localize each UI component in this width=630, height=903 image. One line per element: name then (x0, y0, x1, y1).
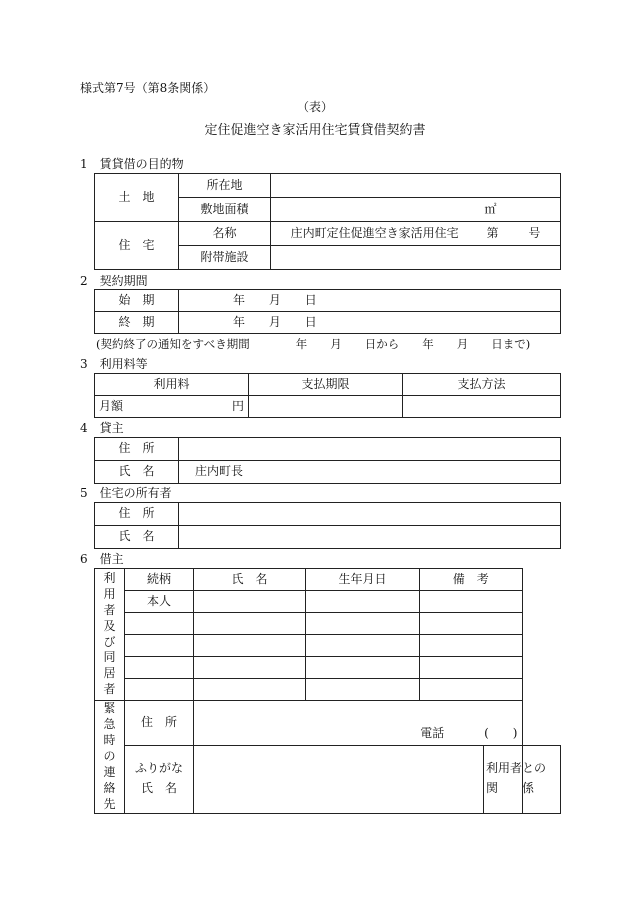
lessor-name-label: 氏 名 (95, 461, 179, 484)
resident-name-cell[interactable] (194, 635, 306, 657)
end-day-unit: 日 (304, 314, 317, 329)
lessor-name-value[interactable] (179, 461, 561, 484)
house-name-text: 庄内町定住促進空き家活用住宅 (290, 225, 459, 240)
lessor-address-label: 住 所 (95, 438, 179, 461)
lessee-table (94, 568, 561, 814)
name-column-header: 氏 名 (194, 569, 306, 591)
facilities-value[interactable] (271, 246, 561, 270)
document-subheading: （表） (296, 100, 333, 114)
resident-relation-cell[interactable] (125, 657, 194, 679)
emergency-name-value[interactable] (194, 745, 484, 813)
location-label: 所在地 (179, 174, 271, 198)
site-area-label: 敷地面積 (179, 198, 271, 222)
payment-method-cell[interactable] (403, 396, 561, 418)
owner-address-value[interactable] (179, 503, 561, 526)
section-3-heading: 3 利用料等 (80, 357, 148, 371)
relation-column-header: 続柄 (125, 569, 194, 591)
resident-birthdate-cell[interactable] (306, 613, 420, 635)
resident-relation-cell[interactable] (125, 679, 194, 701)
monthly-fee-cell[interactable] (95, 396, 249, 418)
method-column-header: 支払方法 (403, 374, 561, 396)
yen-unit: 円 (231, 398, 244, 413)
self-relation-cell: 本人 (125, 591, 194, 613)
site-area-value[interactable] (271, 198, 561, 222)
resident-relation-cell[interactable] (125, 635, 194, 657)
resident-name-cell[interactable] (194, 657, 306, 679)
end-year-unit: 年 (233, 314, 246, 329)
resident-birthdate-cell[interactable] (306, 635, 420, 657)
emergency-contact-label: 緊急時の連絡先 (95, 701, 125, 814)
start-year-unit: 年 (233, 292, 246, 307)
relationship-value[interactable] (522, 745, 561, 813)
location-value[interactable] (271, 174, 561, 198)
birthdate-column-header: 生年月日 (306, 569, 420, 591)
contract-period-table (94, 289, 561, 334)
termination-notice-period: (契約終了の通知をすべき期間 年 月 日から 年 月 日まで) (96, 337, 531, 351)
start-day-unit: 日 (304, 292, 317, 307)
remarks-column-header: 備 考 (420, 569, 523, 591)
form-number: 様式第7号（第8条関係） (80, 81, 216, 95)
owner-address-label: 住 所 (95, 503, 179, 526)
section-1-heading: 1 賃貸借の目的物 (80, 157, 184, 171)
land-label: 土 地 (95, 174, 179, 222)
section-6-heading: 6 借主 (80, 552, 124, 566)
house-number-suffix: 号 (528, 225, 541, 240)
users-and-residents-label: 利用者及び同居者 (95, 569, 125, 701)
lessor-address-value[interactable] (179, 438, 561, 461)
section-4-heading: 4 貸主 (80, 421, 124, 435)
start-date-value[interactable] (179, 290, 561, 312)
resident-remarks-cell[interactable] (420, 679, 523, 701)
relationship-label (484, 745, 547, 813)
deadline-column-header: 支払期限 (249, 374, 403, 396)
fee-column-header: 利用料 (95, 374, 249, 396)
start-date-label: 始 期 (95, 290, 179, 312)
section-5-heading: 5 住宅の所有者 (80, 486, 172, 500)
emergency-name-label (125, 745, 194, 813)
resident-relation-cell[interactable] (125, 613, 194, 635)
emergency-address-label: 住 所 (125, 701, 194, 746)
start-month-unit: 月 (268, 292, 281, 307)
house-label: 住 宅 (95, 222, 179, 270)
furigana-label: ふりがな (134, 761, 183, 776)
owner-name-value[interactable] (179, 526, 561, 549)
lessor-table (94, 437, 561, 484)
resident-birthdate-cell[interactable] (306, 657, 420, 679)
resident-name-cell[interactable] (194, 613, 306, 635)
monthly-label: 月額 (99, 398, 124, 413)
owner-name-label: 氏 名 (95, 526, 179, 549)
payment-deadline-cell[interactable] (249, 396, 403, 418)
emergency-address-value[interactable] (194, 701, 523, 746)
resident-remarks-cell[interactable] (420, 613, 523, 635)
relationship-label-line-1: 利用者との (486, 761, 547, 776)
relationship-label-line-2: 関 係 (486, 781, 535, 796)
resident-name-cell[interactable] (194, 591, 306, 613)
resident-birthdate-cell[interactable] (306, 679, 420, 701)
name-label: 氏 名 (140, 781, 177, 796)
end-date-label: 終 期 (95, 312, 179, 334)
facilities-label: 附帯施設 (179, 246, 271, 270)
resident-remarks-cell[interactable] (420, 635, 523, 657)
house-number-prefix: 第 (486, 225, 499, 240)
document-title: 定住促進空き家活用住宅賃貸借契約書 (204, 123, 426, 138)
owner-table (94, 502, 561, 549)
area-unit: ㎡ (484, 201, 497, 216)
house-name-label: 名称 (179, 222, 271, 246)
section-2-heading: 2 契約期間 (80, 274, 148, 288)
rental-object-table (94, 173, 561, 270)
resident-remarks-cell[interactable] (420, 657, 523, 679)
resident-birthdate-cell[interactable] (306, 591, 420, 613)
resident-remarks-cell[interactable] (420, 591, 523, 613)
fees-table (94, 373, 561, 418)
resident-name-cell[interactable] (194, 679, 306, 701)
phone-parentheses: ( ) (484, 726, 518, 741)
end-month-unit: 月 (268, 314, 281, 329)
house-name-value[interactable] (271, 222, 561, 246)
end-date-value[interactable] (179, 312, 561, 334)
phone-label: 電話 (420, 726, 445, 741)
lessor-name-text: 庄内町長 (195, 464, 244, 479)
